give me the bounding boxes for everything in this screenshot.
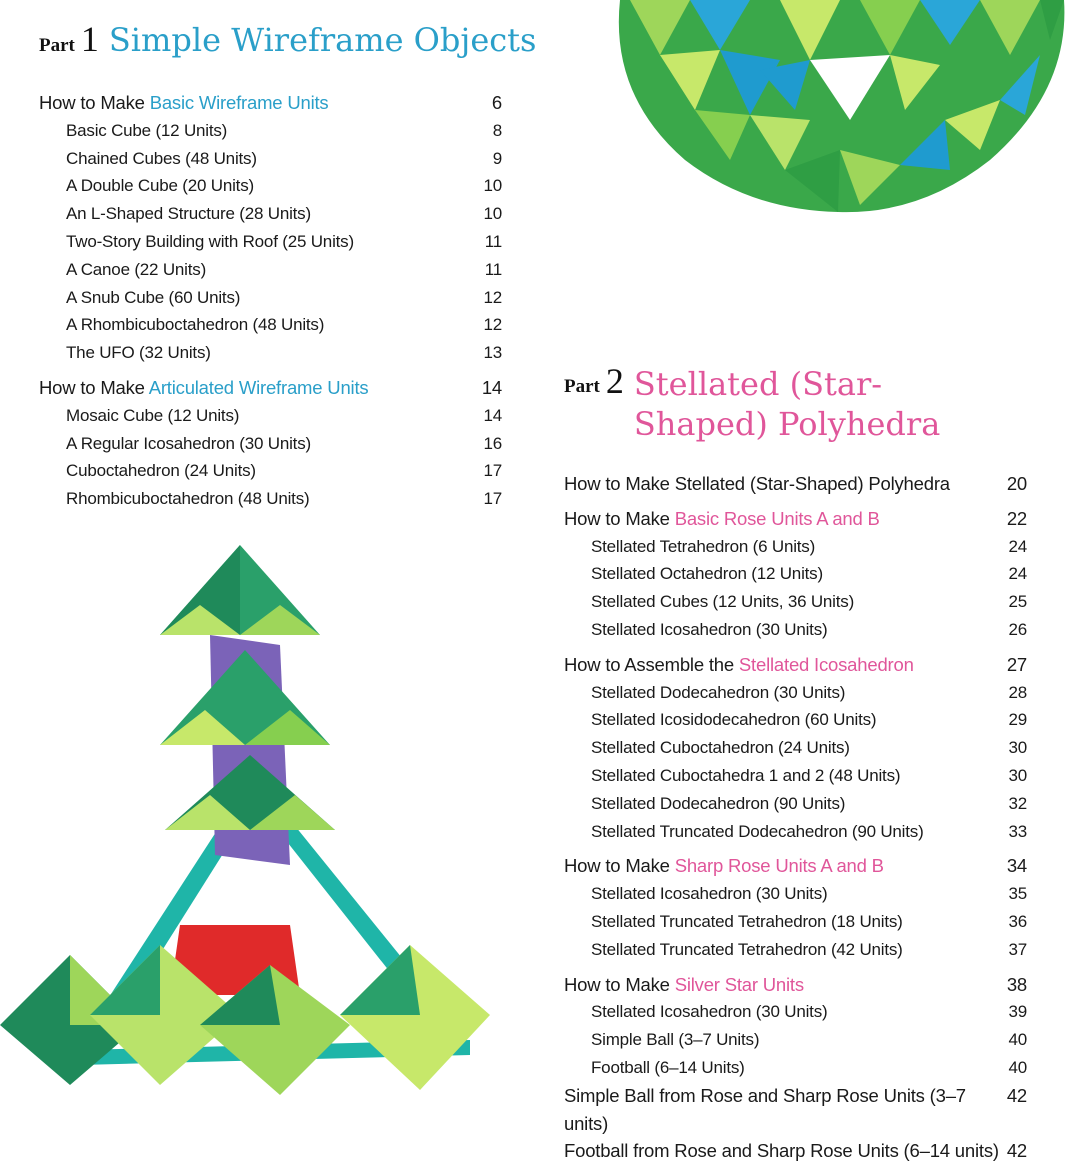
toc-entry[interactable]: The UFO (32 Units) 13 <box>39 339 502 367</box>
toc-entry[interactable]: A Regular Icosahedron (30 Units) 16 <box>39 430 502 458</box>
toc-section-heading[interactable]: How to Make Sharp Rose Units A and B 34 <box>564 852 1027 880</box>
part-1-toc <box>39 89 502 513</box>
toc-entry[interactable]: Football (6–14 Units) 40 <box>564 1054 1027 1082</box>
part-1-heading <box>39 18 536 60</box>
toc-section-heading[interactable]: Simple Ball from Rose and Sharp Rose Units (3–7 units) 42 <box>564 1082 1027 1138</box>
toc-entry[interactable]: Two-Story Building with Roof (25 Units) 11 <box>39 228 502 256</box>
section-highlight: Silver Star Units <box>674 973 804 995</box>
page-number: 16 <box>483 433 502 453</box>
toc-entry[interactable]: A Snub Cube (60 Units) 12 <box>39 284 502 312</box>
page-number: 25 <box>1008 592 1027 612</box>
page-number: 10 <box>483 204 502 224</box>
part-1-title: Simple Wireframe Objects <box>108 21 537 59</box>
part-1-number: 1 <box>80 19 99 59</box>
page-number: 32 <box>1008 793 1027 813</box>
page-number: 42 <box>1006 1140 1027 1162</box>
page-number: 42 <box>1006 1084 1027 1106</box>
toc-section-heading[interactable]: How to Make Articulated Wireframe Units 14 <box>39 374 502 402</box>
page-number: 10 <box>483 176 502 196</box>
toc-entry[interactable]: Stellated Cubes (12 Units, 36 Units) 25 <box>564 588 1027 616</box>
page-number: 12 <box>483 315 502 335</box>
page-number: 17 <box>483 461 502 481</box>
section-highlight: Basic Wireframe Units <box>149 92 329 113</box>
part-2-word: Part <box>564 376 600 397</box>
page-number: 34 <box>1006 855 1027 877</box>
toc-entry[interactable]: A Canoe (22 Units) 11 <box>39 256 502 284</box>
page-number: 24 <box>1008 564 1027 584</box>
page-number: 26 <box>1008 619 1027 639</box>
toc-entry[interactable]: Rhombicuboctahedron (48 Units) 17 <box>39 485 502 513</box>
page-number: 17 <box>483 489 502 509</box>
toc-entry[interactable]: A Rhombicuboctahedron (48 Units) 12 <box>39 311 502 339</box>
toc-entry[interactable]: An L-Shaped Structure (28 Units) 10 <box>39 200 502 228</box>
toc-entry[interactable]: Stellated Truncated Tetrahedron (42 Units) 37 <box>564 936 1027 964</box>
page-number: 39 <box>1008 1002 1027 1022</box>
toc-entry[interactable]: Stellated Icosidodecahedron (60 Units) 29 <box>564 706 1027 734</box>
page-number: 40 <box>1008 1030 1027 1050</box>
page-number: 29 <box>1008 710 1027 730</box>
part-2-toc <box>564 470 1027 1165</box>
toc-entry[interactable]: Stellated Cuboctahedron (24 Units) 30 <box>564 734 1027 762</box>
toc-entry[interactable]: Mosaic Cube (12 Units) 14 <box>39 402 502 430</box>
toc-entry[interactable]: Basic Cube (12 Units) 8 <box>39 117 502 145</box>
page-number: 11 <box>484 259 502 279</box>
page-number: 9 <box>492 148 502 168</box>
part-2-title: Stellated (Star-Shaped) Polyhedra <box>633 365 941 443</box>
toc-entry[interactable]: Stellated Cuboctahedra 1 and 2 (48 Units) 30 <box>564 762 1027 790</box>
toc-entry[interactable]: Stellated Icosahedron (30 Units) 39 <box>564 998 1027 1026</box>
toc-entry[interactable]: Cuboctahedron (24 Units) 17 <box>39 457 502 485</box>
toc-entry[interactable]: Stellated Dodecahedron (90 Units) 32 <box>564 790 1027 818</box>
page-number: 6 <box>491 92 502 113</box>
toc-section-heading[interactable]: How to Make Basic Wireframe Units 6 <box>39 89 502 117</box>
page-number: 38 <box>1006 973 1027 995</box>
toc-entry[interactable]: Stellated Truncated Dodecahedron (90 Units) 33 <box>564 818 1027 846</box>
toc-entry[interactable]: Stellated Icosahedron (30 Units) 26 <box>564 616 1027 644</box>
toc-entry[interactable]: Stellated Truncated Tetrahedron (18 Units) 36 <box>564 908 1027 936</box>
page-number: 20 <box>1006 473 1027 494</box>
page-number: 40 <box>1008 1057 1027 1077</box>
page-number: 13 <box>483 343 502 363</box>
toc-entry[interactable]: Chained Cubes (48 Units) 9 <box>39 145 502 173</box>
origami-tower-photo <box>0 545 500 1100</box>
page-number: 11 <box>484 231 502 251</box>
page-number: 30 <box>1008 738 1027 758</box>
page-number: 33 <box>1008 821 1027 841</box>
page-number: 35 <box>1008 884 1027 904</box>
part-2-number: 2 <box>605 361 624 401</box>
toc-section-heading[interactable]: How to Assemble the Stellated Icosahedron 27 <box>564 651 1027 679</box>
toc-entry[interactable]: Simple Ball (3–7 Units) 40 <box>564 1026 1027 1054</box>
part-1-word: Part <box>39 35 75 56</box>
toc-entry[interactable]: Stellated Icosahedron (30 Units) 35 <box>564 880 1027 908</box>
page-number: 28 <box>1008 682 1027 702</box>
section-highlight: Sharp Rose Units A and B <box>674 855 884 877</box>
page-number: 22 <box>1006 507 1027 529</box>
toc-section-heading[interactable]: How to Make Silver Star Units 38 <box>564 971 1027 999</box>
page-number: 24 <box>1008 536 1027 556</box>
section-highlight: Stellated Icosahedron <box>738 653 914 675</box>
section-highlight: Articulated Wireframe Units <box>148 376 369 398</box>
toc-entry[interactable]: Stellated Tetrahedron (6 Units) 24 <box>564 533 1027 561</box>
page-number: 36 <box>1008 911 1027 931</box>
toc-entry[interactable]: A Double Cube (20 Units) 10 <box>39 172 502 200</box>
page-number: 14 <box>483 405 502 425</box>
page-number: 8 <box>492 120 502 140</box>
page-number: 14 <box>481 376 502 398</box>
origami-ball-photo <box>600 0 1084 220</box>
page-number: 30 <box>1008 765 1027 785</box>
page-number: 27 <box>1006 653 1027 675</box>
toc-entry[interactable]: Stellated Dodecahedron (30 Units) 28 <box>564 679 1027 707</box>
toc-entry[interactable]: Stellated Octahedron (12 Units) 24 <box>564 560 1027 588</box>
toc-section-heading[interactable]: How to Make Basic Rose Units A and B 22 <box>564 505 1027 533</box>
page-number: 12 <box>483 287 502 307</box>
toc-section-heading[interactable]: How to Make Stellated (Star-Shaped) Polyhedra 20 <box>564 470 1027 498</box>
part-2-heading <box>564 361 1014 444</box>
section-highlight: Basic Rose Units A and B <box>674 507 880 529</box>
toc-section-heading[interactable]: Football from Rose and Sharp Rose Units (6–14 units) 42 <box>564 1137 1027 1165</box>
page-number: 37 <box>1008 939 1027 959</box>
